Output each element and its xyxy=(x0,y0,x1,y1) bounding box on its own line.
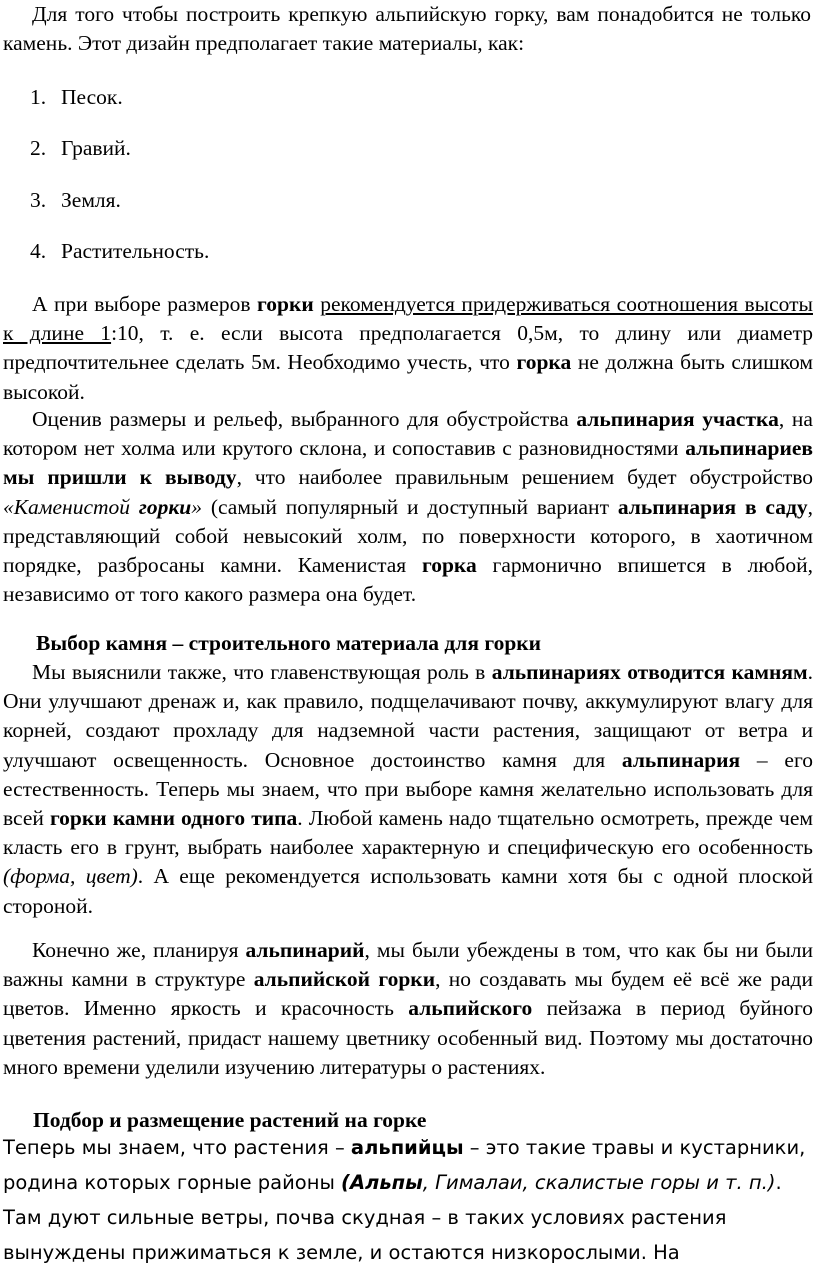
intro-paragraph: Для того чтобы построить крепкую альпийскую горку, вам понадобится не только камень. Этот дизайн предполагает такие материалы, как: xyxy=(3,2,811,56)
list-item: 3. Земля. xyxy=(30,188,121,212)
plants-paragraph xyxy=(3,1133,806,1273)
text-line: родина которых горные районы (Альпы, Гималаи, скалистые горы и т. п.). xyxy=(3,1171,782,1194)
rock-garden-paragraph: Оценив размеры и рельеф, выбранного для обустройства альпинария участка, на котором нет холма или крутого склона, и сопоставив с разновидностями альпинариев мы пришли к выводу, что наиболее правильным решением будет обустройство «Каменистой горки» (самый популярный и доступный вариант альпинария в саду, представляющий собой невысокий холм, по поверхности которого, в хаотичном порядке, разбросаны камни. Каменистая горка гармонично впишется в любой, независимо от того какого размера она будет. xyxy=(3,407,813,607)
list-item: 1. Песок. xyxy=(30,85,123,109)
section-heading-plants: Подбор и размещение растений на горке xyxy=(33,1108,427,1132)
flowers-paragraph: Конечно же, планируя альпинарий, мы были убеждены в том, что как бы ни были важны камни в структуре альпийской горки, но создавать мы будем её всё же ради цветов. Именно яркость и красочность альпийского пейзажа в период буйного цветения растений, придаст нашему цветнику особенный вид. Поэтому мы достаточно много времени уделили изучению литературы о растениях. xyxy=(3,938,813,1079)
list-item: 2. Гравий. xyxy=(30,136,131,160)
section-heading-stone: Выбор камня – строительного материала для горки xyxy=(36,631,542,655)
text-line: вынуждены прижиматься к земле, и остаются низкорослыми. На xyxy=(3,1241,680,1264)
list-item: 4. Растительность. xyxy=(30,239,210,263)
stone-paragraph: Мы выяснили также, что главенствующая роль в альпинариях отводится камням. Они улучшают дренаж и, как правило, подщелачивают почву, аккумулируют влагу для корней, создают прохладу для надземной части растения, защищают от ветра и улучшают освещенность. Основное достоинство камня для альпинария – его естественность. Теперь мы знаем, что при выборе камня желательно использовать для всей горки камни одного типа. Любой камень надо тщательно осмотреть, прежде чем класть его в грунт, выбрать наиболее характерную и специфическую его особенность (форма, цвет). А еще рекомендуется использовать камни хотя бы с одной плоской стороной. xyxy=(3,660,814,918)
size-paragraph: А при выборе размеров горки рекомендуется придерживаться соотношения высоты к длине 1:10, т. е. если высота предполагается 0,5м, то длину или диаметр предпочтительнее сделать 5м. Необходимо учесть, что горка не должна быть слишком высокой. xyxy=(3,292,813,404)
text-line: Там дуют сильные ветры, почва скудная – в таких условиях растения xyxy=(3,1206,727,1229)
text-line: Теперь мы знаем, что растения – альпийцы – это такие травы и кустарники, xyxy=(3,1136,806,1159)
